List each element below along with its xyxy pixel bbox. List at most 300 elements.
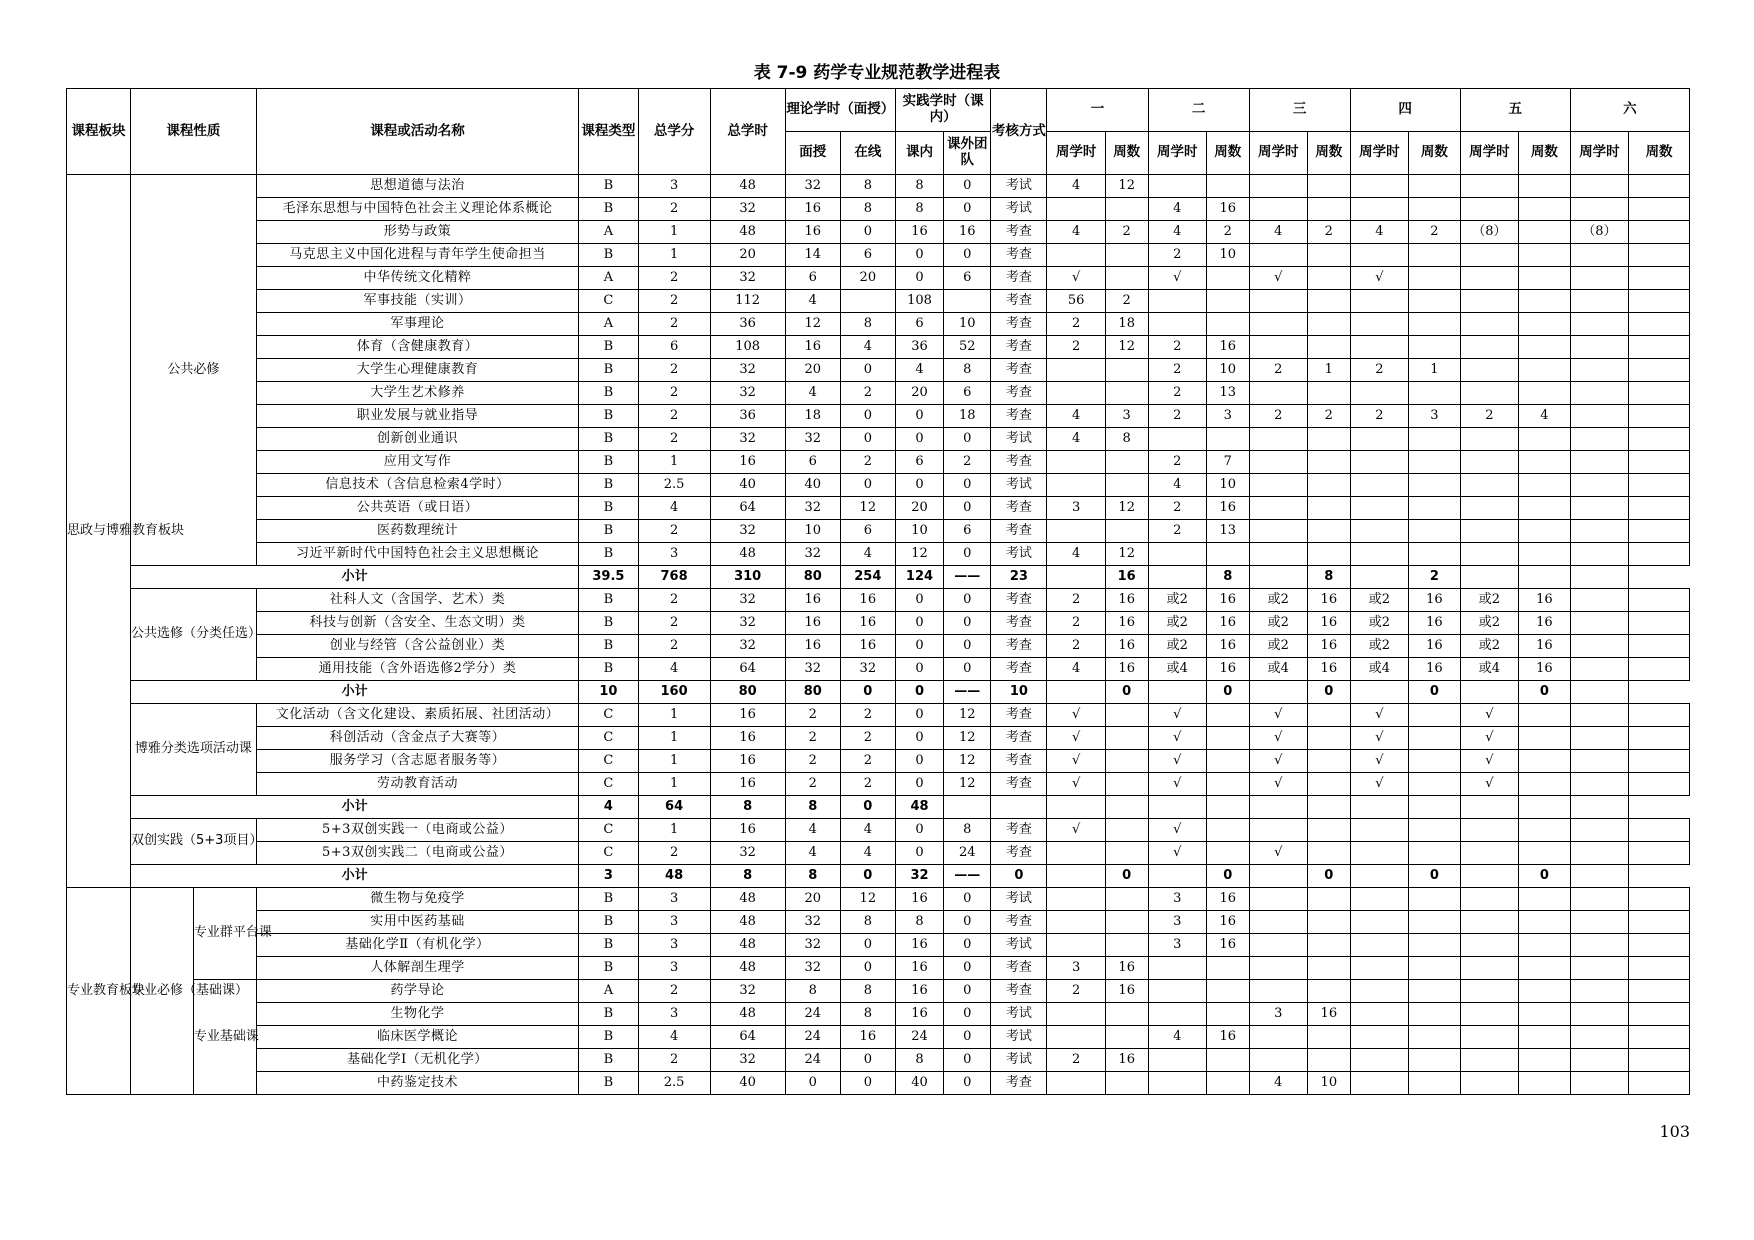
table-cell xyxy=(1105,520,1148,543)
table-cell xyxy=(1206,1049,1249,1072)
subtotal-cell: —— xyxy=(944,566,991,589)
table-cell: 16 xyxy=(1307,589,1350,612)
subtotal-cell: 0 xyxy=(840,796,895,819)
table-cell: 0 xyxy=(895,267,943,290)
table-cell: 16 xyxy=(1307,1003,1350,1026)
table-cell: 24 xyxy=(785,1003,840,1026)
table-cell: 3 xyxy=(638,934,710,957)
table-cell xyxy=(1570,428,1628,451)
table-cell: 考查 xyxy=(991,382,1047,405)
table-cell: 2 xyxy=(785,750,840,773)
table-cell: 3 xyxy=(1148,888,1206,911)
table-cell: B xyxy=(579,198,639,221)
table-cell xyxy=(1570,934,1628,957)
table-cell xyxy=(1307,336,1350,359)
table-cell xyxy=(1105,359,1148,382)
table-cell xyxy=(1629,1072,1690,1095)
table-cell: 或2 xyxy=(1249,612,1307,635)
table-cell xyxy=(1519,1026,1571,1049)
table-cell: 0 xyxy=(895,635,943,658)
table-cell: 0 xyxy=(944,497,991,520)
table-cell xyxy=(1460,888,1518,911)
table-cell xyxy=(1409,428,1461,451)
table-cell xyxy=(1570,612,1628,635)
subtotal-cell: 16 xyxy=(1105,566,1148,589)
table-cell xyxy=(1519,382,1571,405)
table-cell: 2 xyxy=(785,704,840,727)
table-cell xyxy=(1570,658,1628,681)
subtotal-cell: —— xyxy=(944,681,991,704)
table-cell: √ xyxy=(1148,842,1206,865)
table-cell: B xyxy=(579,1003,639,1026)
header-practice: 实践学时（课内） xyxy=(895,89,990,132)
table-cell xyxy=(1570,543,1628,566)
table-cell: √ xyxy=(1047,819,1105,842)
table-cell: 108 xyxy=(895,290,943,313)
table-cell xyxy=(1307,497,1350,520)
table-cell xyxy=(1629,911,1690,934)
subtotal-cell: 8 xyxy=(1307,566,1350,589)
table-cell xyxy=(1460,1026,1518,1049)
table-cell: 8 xyxy=(944,359,991,382)
course-name: 军事理论 xyxy=(256,313,578,336)
table-cell xyxy=(1350,474,1408,497)
table-cell: 或2 xyxy=(1148,635,1206,658)
table-cell: 3 xyxy=(1105,405,1148,428)
table-row xyxy=(67,589,1690,612)
table-cell xyxy=(1629,842,1690,865)
course-name: 习近平新时代中国特色社会主义思想概论 xyxy=(256,543,578,566)
table-cell: 2 xyxy=(638,198,710,221)
table-cell xyxy=(1570,451,1628,474)
table-cell: 40 xyxy=(710,1072,785,1095)
table-cell: 12 xyxy=(1105,336,1148,359)
table-cell: 6 xyxy=(895,451,943,474)
table-cell: 16 xyxy=(1206,589,1249,612)
table-cell: √ xyxy=(1460,750,1518,773)
table-cell xyxy=(1519,1003,1571,1026)
table-cell xyxy=(1409,543,1461,566)
table-cell: 56 xyxy=(1047,290,1105,313)
table-cell: 14 xyxy=(785,244,840,267)
table-cell: 2.5 xyxy=(638,1072,710,1095)
table-cell xyxy=(1570,175,1628,198)
table-cell xyxy=(1206,290,1249,313)
subtotal-cell: 10 xyxy=(991,681,1047,704)
table-cell xyxy=(1409,957,1461,980)
table-cell xyxy=(1629,980,1690,1003)
table-cell xyxy=(1519,267,1571,290)
header-theory: 理论学时（面授） xyxy=(785,89,895,132)
table-row xyxy=(67,704,1690,727)
header-in-class: 课内 xyxy=(895,132,943,175)
table-cell xyxy=(1409,244,1461,267)
table-cell: （8） xyxy=(1460,221,1518,244)
subtotal-cell xyxy=(1350,681,1408,704)
table-cell: 4 xyxy=(1047,221,1105,244)
table-cell: 16 xyxy=(710,819,785,842)
subtotal-cell: 0 xyxy=(1307,681,1350,704)
table-cell xyxy=(1047,934,1105,957)
table-cell: 0 xyxy=(944,957,991,980)
header-exam: 考核方式 xyxy=(991,89,1047,175)
table-cell xyxy=(1409,175,1461,198)
table-cell: 48 xyxy=(710,175,785,198)
table-cell: 考查 xyxy=(991,589,1047,612)
table-cell xyxy=(1249,175,1307,198)
table-cell xyxy=(1350,1026,1408,1049)
table-cell xyxy=(1519,175,1571,198)
subtotal-cell xyxy=(1047,681,1105,704)
table-cell: 2 xyxy=(1460,405,1518,428)
table-cell xyxy=(1519,336,1571,359)
table-cell xyxy=(1570,290,1628,313)
table-cell: 1 xyxy=(638,819,710,842)
table-cell xyxy=(1570,405,1628,428)
table-row xyxy=(67,1003,1690,1026)
table-cell xyxy=(1047,1003,1105,1026)
table-cell: B xyxy=(579,428,639,451)
table-cell: 12 xyxy=(895,543,943,566)
course-name: 人体解剖生理学 xyxy=(256,957,578,980)
table-cell: 4 xyxy=(1148,198,1206,221)
table-cell: C xyxy=(579,704,639,727)
subtotal-cell xyxy=(1249,865,1307,888)
table-cell xyxy=(1519,451,1571,474)
table-cell xyxy=(1206,267,1249,290)
table-cell xyxy=(1249,497,1307,520)
table-cell: 6 xyxy=(895,313,943,336)
table-cell: 32 xyxy=(710,589,785,612)
group-public-elective: 公共选修（分类任选） xyxy=(131,589,257,681)
table-cell: 8 xyxy=(895,175,943,198)
group-platform-course: 专业群平台课 xyxy=(193,888,256,980)
table-cell: 20 xyxy=(840,267,895,290)
table-cell: √ xyxy=(1047,773,1105,796)
table-cell xyxy=(1570,1026,1628,1049)
table-cell: 0 xyxy=(895,750,943,773)
table-cell: 16 xyxy=(895,221,943,244)
table-cell: 16 xyxy=(1206,635,1249,658)
table-cell xyxy=(1629,428,1690,451)
table-cell: 1 xyxy=(638,451,710,474)
table-cell xyxy=(1519,497,1571,520)
table-row xyxy=(67,911,1690,934)
table-cell: 0 xyxy=(944,658,991,681)
table-cell: 12 xyxy=(785,313,840,336)
table-cell: 6 xyxy=(944,267,991,290)
course-name: 公共英语（或日语） xyxy=(256,497,578,520)
table-cell xyxy=(1460,313,1518,336)
table-row xyxy=(67,612,1690,635)
subtotal-cell xyxy=(1460,865,1518,888)
table-cell: 考试 xyxy=(991,474,1047,497)
table-cell: 32 xyxy=(710,267,785,290)
header-type: 课程类型 xyxy=(579,89,639,175)
table-cell: 32 xyxy=(785,911,840,934)
table-cell: 12 xyxy=(944,750,991,773)
table-cell xyxy=(1629,612,1690,635)
table-cell: A xyxy=(579,267,639,290)
table-row xyxy=(67,428,1690,451)
table-cell: 6 xyxy=(638,336,710,359)
table-cell: 6 xyxy=(785,451,840,474)
table-cell: 1 xyxy=(1307,359,1350,382)
table-cell xyxy=(1047,359,1105,382)
table-cell: 考查 xyxy=(991,451,1047,474)
table-cell: 18 xyxy=(785,405,840,428)
table-cell: 10 xyxy=(1206,244,1249,267)
table-cell xyxy=(1460,451,1518,474)
table-cell xyxy=(1105,842,1148,865)
subtotal-cell xyxy=(1570,865,1628,888)
subtotal-cell: 0 xyxy=(840,865,895,888)
table-cell xyxy=(1570,198,1628,221)
table-cell xyxy=(1409,520,1461,543)
table-cell: 或4 xyxy=(1460,658,1518,681)
table-cell: 0 xyxy=(944,175,991,198)
table-cell xyxy=(1249,957,1307,980)
table-cell: √ xyxy=(1350,704,1408,727)
table-cell xyxy=(1519,474,1571,497)
table-cell: 0 xyxy=(944,1049,991,1072)
subtotal-cell: 32 xyxy=(895,865,943,888)
table-cell xyxy=(1409,934,1461,957)
table-cell: 10 xyxy=(944,313,991,336)
table-cell: A xyxy=(579,221,639,244)
table-cell xyxy=(1105,888,1148,911)
table-cell xyxy=(1519,198,1571,221)
table-cell xyxy=(1105,727,1148,750)
table-cell xyxy=(1629,635,1690,658)
table-cell: 24 xyxy=(944,842,991,865)
subtotal-cell xyxy=(1570,681,1628,704)
course-name: 通用技能（含外语选修2学分）类 xyxy=(256,658,578,681)
table-cell: 0 xyxy=(944,934,991,957)
table-cell: 2 xyxy=(1148,497,1206,520)
table-cell: 2 xyxy=(1105,290,1148,313)
table-cell xyxy=(1350,543,1408,566)
table-row xyxy=(67,980,1690,1003)
table-cell xyxy=(1409,980,1461,1003)
table-cell: 2 xyxy=(840,727,895,750)
table-cell: 16 xyxy=(944,221,991,244)
table-cell: 考试 xyxy=(991,175,1047,198)
subtotal-cell: 39.5 xyxy=(579,566,639,589)
table-cell xyxy=(1570,267,1628,290)
table-cell: 2 xyxy=(840,451,895,474)
table-cell xyxy=(1460,267,1518,290)
table-row xyxy=(67,313,1690,336)
table-cell: 0 xyxy=(944,198,991,221)
table-cell xyxy=(1350,911,1408,934)
table-cell: √ xyxy=(1148,750,1206,773)
table-cell: 12 xyxy=(944,773,991,796)
table-cell xyxy=(1105,934,1148,957)
table-cell: 4 xyxy=(840,819,895,842)
table-cell: 16 xyxy=(840,589,895,612)
course-name: 微生物与免疫学 xyxy=(256,888,578,911)
subtotal-cell: 0 xyxy=(895,681,943,704)
table-cell: 0 xyxy=(895,405,943,428)
table-cell xyxy=(1629,658,1690,681)
table-cell: 0 xyxy=(895,773,943,796)
table-cell: 2 xyxy=(1148,382,1206,405)
table-cell: 16 xyxy=(1519,612,1571,635)
table-cell xyxy=(1307,382,1350,405)
table-cell xyxy=(1460,980,1518,1003)
table-cell: 或2 xyxy=(1460,612,1518,635)
table-cell: 16 xyxy=(1307,612,1350,635)
table-cell: 3 xyxy=(1409,405,1461,428)
table-cell xyxy=(1249,244,1307,267)
table-cell: 3 xyxy=(1148,934,1206,957)
subtotal-cell xyxy=(1307,796,1350,819)
table-row xyxy=(67,451,1690,474)
table-cell xyxy=(1409,451,1461,474)
table-cell xyxy=(1409,1003,1461,1026)
subtotal-cell xyxy=(991,796,1047,819)
table-cell: 2 xyxy=(840,773,895,796)
header-term-3: 三 xyxy=(1249,89,1350,132)
table-cell: 12 xyxy=(944,727,991,750)
table-cell: √ xyxy=(1249,727,1307,750)
table-row xyxy=(67,244,1690,267)
header-term-6: 六 xyxy=(1570,89,1689,132)
table-cell: 2 xyxy=(638,1049,710,1072)
table-cell xyxy=(1307,980,1350,1003)
table-cell: 1 xyxy=(1409,359,1461,382)
table-cell xyxy=(1460,175,1518,198)
table-cell: C xyxy=(579,750,639,773)
header-module: 课程板块 xyxy=(67,89,131,175)
table-cell: 24 xyxy=(895,1026,943,1049)
subtotal-cell xyxy=(1047,865,1105,888)
table-cell xyxy=(1047,1026,1105,1049)
table-cell xyxy=(1629,382,1690,405)
table-cell: 3 xyxy=(1148,911,1206,934)
table-cell: 4 xyxy=(840,842,895,865)
table-cell: 12 xyxy=(1105,175,1148,198)
table-cell: 4 xyxy=(1047,428,1105,451)
table-cell: 0 xyxy=(895,428,943,451)
table-cell xyxy=(1409,1072,1461,1095)
table-cell: 3 xyxy=(1047,957,1105,980)
table-cell: 或2 xyxy=(1148,612,1206,635)
table-cell xyxy=(1105,474,1148,497)
table-cell: B xyxy=(579,934,639,957)
table-cell: √ xyxy=(1148,819,1206,842)
table-cell xyxy=(1519,704,1571,727)
table-cell xyxy=(1519,1049,1571,1072)
table-cell: 0 xyxy=(944,1072,991,1095)
subtotal-cell xyxy=(1148,796,1206,819)
table-cell: 2 xyxy=(1148,520,1206,543)
table-cell: 16 xyxy=(1206,888,1249,911)
table-cell xyxy=(1519,290,1571,313)
subtotal-row xyxy=(67,796,1690,819)
table-cell xyxy=(1206,543,1249,566)
table-cell xyxy=(1409,336,1461,359)
table-cell: 4 xyxy=(1047,175,1105,198)
table-cell: 8 xyxy=(840,911,895,934)
table-cell xyxy=(1206,175,1249,198)
course-name: 体育（含健康教育） xyxy=(256,336,578,359)
module-ideological: 思政与博雅教育板块 xyxy=(67,175,131,888)
table-cell xyxy=(1629,520,1690,543)
course-name: 思想道德与法治 xyxy=(256,175,578,198)
table-cell xyxy=(1409,727,1461,750)
header-term-1: 一 xyxy=(1047,89,1148,132)
subtotal-cell: 0 xyxy=(840,681,895,704)
table-cell: 4 xyxy=(638,497,710,520)
table-cell: 16 xyxy=(1105,658,1148,681)
table-cell: 16 xyxy=(1105,635,1148,658)
table-cell: 16 xyxy=(710,750,785,773)
course-name: 药学导论 xyxy=(256,980,578,1003)
group-foundation-course: 专业基础课 xyxy=(193,980,256,1095)
table-cell xyxy=(1350,313,1408,336)
table-cell xyxy=(944,290,991,313)
subtotal-cell xyxy=(1047,566,1105,589)
table-cell: 108 xyxy=(710,336,785,359)
table-cell: 8 xyxy=(895,911,943,934)
table-cell xyxy=(1519,221,1571,244)
table-cell xyxy=(1570,750,1628,773)
table-cell xyxy=(1105,1026,1148,1049)
table-cell xyxy=(1629,313,1690,336)
table-cell: 12 xyxy=(840,497,895,520)
table-cell xyxy=(1148,1072,1206,1095)
table-cell xyxy=(1519,1072,1571,1095)
table-cell: 或2 xyxy=(1249,589,1307,612)
course-name: 大学生心理健康教育 xyxy=(256,359,578,382)
table-cell xyxy=(1105,267,1148,290)
table-cell: √ xyxy=(1249,842,1307,865)
table-cell: 2 xyxy=(638,405,710,428)
table-cell: 48 xyxy=(710,221,785,244)
table-cell xyxy=(1307,934,1350,957)
subtotal-cell: 0 xyxy=(1409,681,1461,704)
table-cell: 2 xyxy=(1307,405,1350,428)
table-row xyxy=(67,520,1690,543)
table-cell: 3 xyxy=(638,175,710,198)
table-cell: 16 xyxy=(1105,957,1148,980)
table-cell: 16 xyxy=(785,589,840,612)
table-row xyxy=(67,290,1690,313)
course-name: 临床医学概论 xyxy=(256,1026,578,1049)
table-cell xyxy=(1409,1049,1461,1072)
subtotal-cell xyxy=(1105,796,1148,819)
table-cell: B xyxy=(579,382,639,405)
table-cell xyxy=(1307,198,1350,221)
subtotal-cell xyxy=(1047,796,1105,819)
table-cell: 2 xyxy=(840,382,895,405)
course-name: 形势与政策 xyxy=(256,221,578,244)
subtotal-cell xyxy=(1460,796,1518,819)
table-cell xyxy=(1105,1072,1148,1095)
table-cell xyxy=(1105,451,1148,474)
table-cell xyxy=(1350,428,1408,451)
table-cell xyxy=(1519,428,1571,451)
table-cell: 考试 xyxy=(991,543,1047,566)
header-nature: 课程性质 xyxy=(131,89,257,175)
table-cell: 2 xyxy=(638,589,710,612)
table-cell: B xyxy=(579,497,639,520)
table-cell: 2 xyxy=(1409,221,1461,244)
table-cell: 3 xyxy=(638,911,710,934)
table-cell: 2 xyxy=(1105,221,1148,244)
